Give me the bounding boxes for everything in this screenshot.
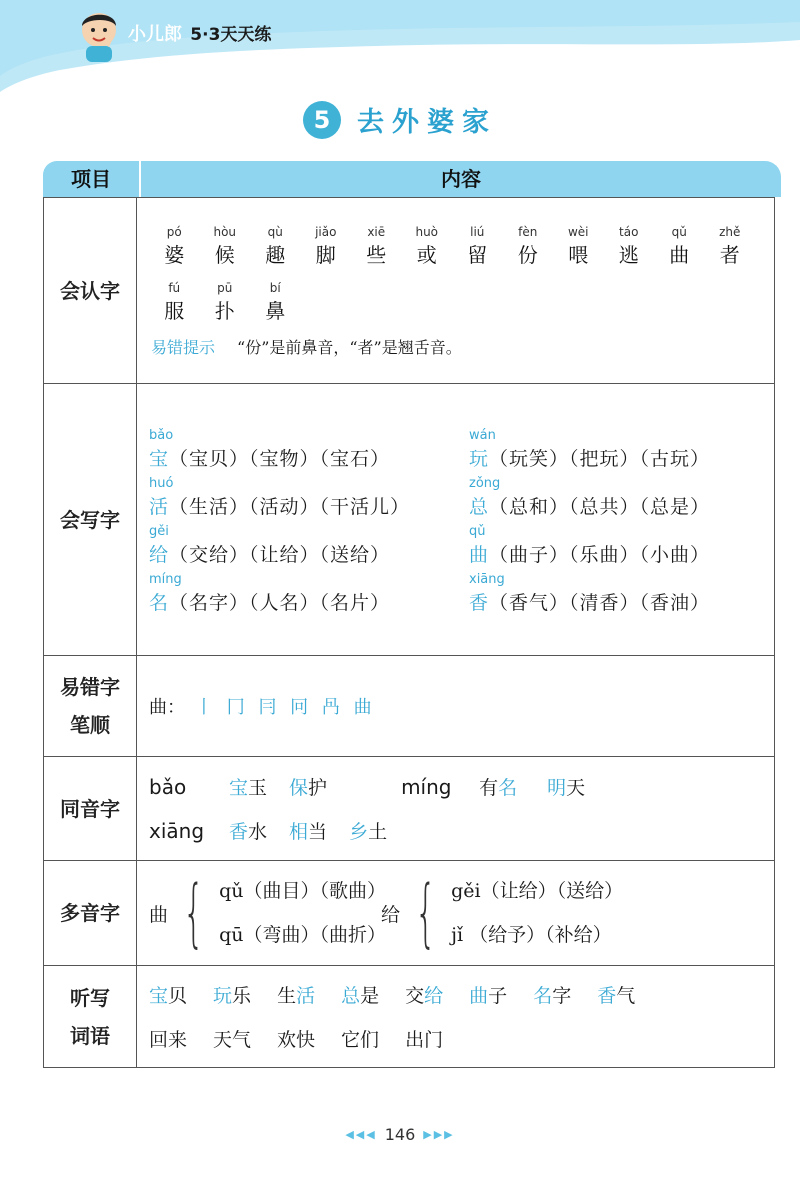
write-char: 名 (149, 591, 170, 614)
hanzi-char: 扑 (214, 299, 235, 323)
polyphone-reading: gěi（让给）（送给） (451, 880, 624, 902)
stroke-order (137, 693, 774, 719)
table-header (43, 161, 781, 197)
dictation-char: 贝 (168, 985, 188, 1007)
write-grid (137, 417, 774, 623)
write-item (149, 571, 469, 617)
dictation-char: 气 (616, 985, 636, 1007)
row-label-stroke (44, 656, 137, 757)
lesson-title (0, 100, 800, 139)
hanzi-char: 曲 (669, 243, 690, 267)
column-header-content: 内容 (141, 161, 781, 197)
row-label-polyphone: 多音字 (44, 861, 137, 966)
write-item (469, 523, 769, 569)
homophone-row-2 (137, 809, 774, 853)
homophone-row-1 (137, 765, 774, 809)
recognize-char-cell (149, 223, 200, 269)
homophone-char: 护 (308, 777, 328, 799)
write-words: （玩笑）（把玩）（古玩） (489, 447, 711, 470)
write-char: 给 (149, 543, 170, 566)
dictation-word: 欢快 (277, 1029, 316, 1051)
hanzi-char: 者 (719, 243, 740, 267)
pinyin-label: fú (168, 281, 181, 295)
polyphone-reading: jǐ （给予）（补给） (451, 924, 612, 946)
pinyin-label: zhě (719, 225, 741, 239)
write-item (149, 475, 469, 521)
homophone-char: 宝 (229, 777, 249, 799)
write-item (469, 427, 769, 473)
pinyin-label: wán (469, 427, 496, 443)
recognize-row-1 (137, 223, 774, 269)
homophone-char: 乡 (349, 821, 369, 843)
hanzi-char: 份 (517, 243, 538, 267)
hanzi-char: 趣 (265, 243, 286, 267)
dictation-char: 香 (597, 985, 617, 1007)
pinyin-label: zǒng (469, 475, 501, 491)
write-content (137, 384, 775, 656)
hanzi-char: 或 (416, 243, 437, 267)
row-label-stroke-line1: 易错字 (60, 675, 120, 699)
dictation-char: 玩 (213, 985, 233, 1007)
hanzi-char: 鼻 (265, 299, 286, 323)
write-item (149, 523, 469, 569)
write-line (469, 445, 769, 473)
recognize-content (137, 198, 775, 384)
dictation-char: 名 (533, 985, 553, 1007)
mascot-icon (74, 8, 124, 62)
pinyin-label: liú (470, 225, 485, 239)
polyphone-group-2 (381, 869, 623, 957)
recognize-char-cell (250, 279, 301, 325)
homophone-char: 有 (479, 777, 499, 799)
row-label-dictation-line2: 词语 (70, 1023, 110, 1048)
pinyin-label: fèn (518, 225, 538, 239)
dictation-word (469, 981, 507, 1008)
write-char: 曲 (469, 543, 490, 566)
row-homophone (44, 757, 775, 861)
write-char: 宝 (149, 447, 170, 470)
polyphone-lines (451, 869, 623, 957)
row-stroke (44, 656, 775, 757)
write-line (149, 541, 469, 569)
write-line (469, 541, 769, 569)
pinyin-label: bǎo (149, 427, 174, 443)
dictation-word (213, 981, 251, 1008)
hanzi-char: 些 (366, 243, 387, 267)
recognize-char-cell (604, 223, 655, 269)
row-recognize (44, 198, 775, 384)
write-item (149, 427, 469, 473)
pinyin-label: qǔ (671, 225, 687, 239)
lesson-number-badge: 5 (303, 101, 341, 139)
write-item (469, 475, 769, 521)
pinyin-label: qǔ (469, 523, 486, 539)
homophone-char: 香 (229, 821, 249, 843)
recognize-char-cell (654, 223, 705, 269)
dictation-word (149, 981, 187, 1008)
write-words: （香气）（清香）（香油） (489, 591, 711, 614)
dictation-char: 总 (341, 985, 361, 1007)
dictation-char: 生 (277, 985, 297, 1007)
homophone-pinyin: míng (401, 774, 452, 799)
dictation-content (137, 966, 775, 1068)
dictation-word (405, 981, 443, 1008)
homophone-char: 玉 (248, 777, 268, 799)
stroke-steps: 丨 冂 冃 冋 冎 曲 (195, 697, 376, 718)
dictation-word: 出门 (405, 1029, 444, 1051)
recognize-char-cell (200, 223, 251, 269)
pinyin-label: gěi (149, 523, 169, 539)
tip-text: “份”是前鼻音，“者”是翘舌音。 (237, 338, 462, 357)
hanzi-char: 婆 (164, 243, 185, 267)
polyphone-groups (137, 861, 774, 965)
recognize-char-cell (351, 223, 402, 269)
polyphone-char: 曲 (149, 903, 169, 926)
polyphone-content (137, 861, 775, 966)
pinyin-label: bí (269, 281, 281, 295)
row-write (44, 384, 775, 656)
stroke-content (137, 656, 775, 757)
pinyin-label: xiē (367, 225, 386, 239)
homophone-char: 明 (547, 777, 567, 799)
polyphone-reading: qū（弯曲）（曲折） (219, 924, 387, 946)
hanzi-char: 留 (467, 243, 488, 267)
hanzi-char: 逃 (618, 243, 639, 267)
homophone-char: 天 (566, 777, 586, 799)
write-words: （名字）（人名）（名片） (169, 591, 391, 614)
hanzi-char: 服 (164, 299, 185, 323)
dictation-word (341, 981, 379, 1008)
homophone-pinyin: bǎo (149, 774, 187, 799)
recognize-char-cell (200, 279, 251, 325)
dictation-char: 子 (488, 985, 508, 1007)
arrows-right-icon: ▶▶▶ (423, 1128, 455, 1141)
homophone-char: 相 (289, 821, 309, 843)
pinyin-label: táo (619, 225, 639, 239)
homophone-char: 名 (498, 777, 518, 799)
pinyin-label: huó (149, 475, 174, 491)
pinyin-label: huò (415, 225, 439, 239)
homophone-char: 当 (308, 821, 328, 843)
write-words: （宝贝）（宝物）（宝石） (169, 447, 391, 470)
row-polyphone (44, 861, 775, 966)
row-label-dictation (44, 966, 137, 1068)
homophone-pinyin: xiāng (149, 818, 205, 843)
dictation-char: 曲 (469, 985, 489, 1007)
pinyin-label: míng (149, 571, 182, 587)
pinyin-label: wèi (567, 225, 589, 239)
recognize-char-cell (705, 223, 756, 269)
polyphone-char: 给 (381, 903, 401, 926)
write-line (469, 493, 769, 521)
dictation-word: 它们 (341, 1029, 380, 1051)
dictation-char: 字 (552, 985, 572, 1007)
write-line (469, 589, 769, 617)
write-line (149, 493, 469, 521)
column-header-item: 项目 (43, 161, 139, 197)
brand-logo (128, 20, 271, 46)
recognize-row-2 (137, 279, 774, 325)
write-char: 香 (469, 591, 490, 614)
dictation-word: 天气 (213, 1029, 252, 1051)
row-label-write: 会写字 (44, 384, 137, 656)
dictation-word: 回来 (149, 1029, 188, 1051)
dictation-word (597, 981, 635, 1008)
row-label-recognize: 会认字 (44, 198, 137, 384)
recognize-char-cell (553, 223, 604, 269)
recognize-char-cell (402, 223, 453, 269)
dictation-char: 活 (296, 985, 316, 1007)
write-char: 玩 (469, 447, 490, 470)
pinyin-label: xiāng (469, 571, 505, 587)
brace-icon: { (414, 870, 437, 956)
homophone-char: 保 (289, 777, 309, 799)
hanzi-char: 喂 (568, 243, 589, 267)
write-words: （交给）（让给）（送给） (169, 543, 391, 566)
page-number: 146 (384, 1125, 416, 1144)
dictation-char: 乐 (232, 985, 252, 1007)
dictation-word (277, 981, 315, 1008)
error-tip (137, 335, 774, 358)
homophone-content (137, 757, 775, 861)
write-words: （曲子）（乐曲）（小曲） (489, 543, 711, 566)
study-table (43, 197, 775, 1068)
lesson-name: 去外婆家 (357, 107, 497, 138)
pinyin-label: hòu (213, 225, 237, 239)
arrows-left-icon: ◀◀◀ (345, 1128, 377, 1141)
polyphone-reading: qǔ（曲目）（歌曲） (219, 880, 387, 902)
recognize-char-cell (149, 279, 200, 325)
row-label-dictation-line1: 听写 (70, 985, 110, 1010)
dictation-word (533, 981, 571, 1008)
polyphone-group-1 (149, 869, 387, 957)
homophone-char: 土 (368, 821, 388, 843)
pinyin-label: jiǎo (315, 225, 337, 239)
dictation-row-2 (137, 1017, 774, 1061)
page-footer (0, 1124, 800, 1144)
write-line (149, 445, 469, 473)
homophone-char: 水 (248, 821, 268, 843)
brand-name: 小儿郎 (128, 24, 182, 45)
write-words: （总和）（总共）（总是） (489, 495, 711, 518)
dictation-char: 宝 (149, 985, 169, 1007)
pinyin-label: qù (267, 225, 283, 239)
recognize-char-cell (250, 223, 301, 269)
tip-label: 易错提示 (151, 338, 216, 357)
row-label-stroke-line2: 笔顺 (70, 713, 110, 737)
recognize-char-cell (452, 223, 503, 269)
hanzi-char: 候 (214, 243, 235, 267)
recognize-char-cell (503, 223, 554, 269)
dictation-char: 是 (360, 985, 380, 1007)
recognize-char-cell (301, 223, 352, 269)
row-label-homophone: 同音字 (44, 757, 137, 861)
write-line (149, 589, 469, 617)
row-dictation (44, 966, 775, 1068)
dictation-char: 交 (405, 985, 425, 1007)
dictation-row-1 (137, 973, 774, 1017)
write-item (469, 571, 769, 617)
stroke-char: 曲： (149, 697, 185, 718)
polyphone-lines (219, 869, 387, 957)
pinyin-label: pū (217, 281, 233, 295)
hanzi-char: 脚 (315, 243, 336, 267)
write-char: 活 (149, 495, 170, 518)
pinyin-label: pó (166, 225, 182, 239)
write-words: （生活）（活动）（干活儿） (169, 495, 411, 518)
brand-subtitle: 5·3天天练 (190, 25, 272, 45)
dictation-char: 给 (424, 985, 444, 1007)
brace-icon: { (182, 870, 205, 956)
write-char: 总 (469, 495, 490, 518)
